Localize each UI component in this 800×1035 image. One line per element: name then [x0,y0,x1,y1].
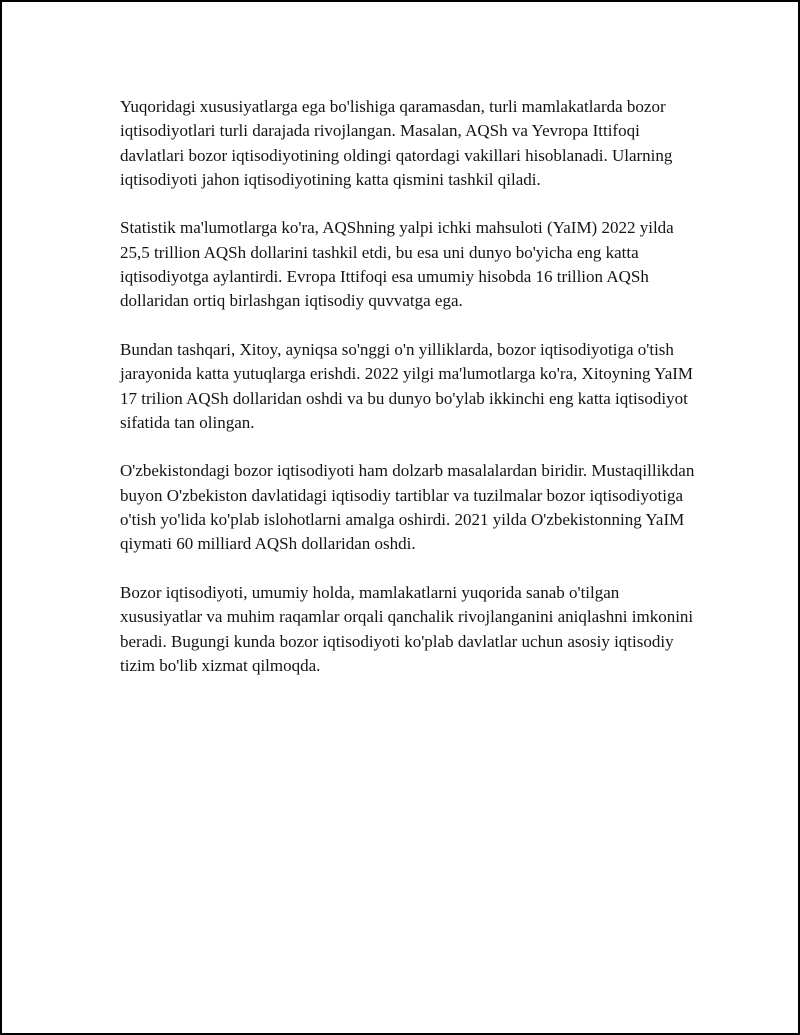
paragraph-market-development: Yuqoridagi xususiyatlarga ega bo'lishiga qaramasdan, turli mamlakatlarda bozor iqtisodiyotlari turli darajada rivojlangan. Masalan, AQSh va Yevropa Ittifoqi davlatlari bozor iqtisodiyotining oldingi qatordagi vakillari hisoblanadi. Ularning iqtisodiyoti jahon iqtisodiyotining katta qismini tashkil qiladi. [120,97,673,189]
paragraph-usa-eu-statistics: Statistik ma'lumotlarga ko'ra, AQShning yalpi ichki mahsuloti (YaIM) 2022 yilda 25,5 trillion AQSh dollarini tashkil etdi, bu esa uni dunyo bo'yicha eng katta iqtisodiyotga aylantirdi. Evropa Ittifoqi esa umumiy hisobda 16 trillion AQSh dollaridan ortiq birlashgan iqtisodiy quvvatga ega. [120,218,674,311]
document-body [120,95,695,702]
paragraph-uzbekistan-economy: O'zbekistondagi bozor iqtisodiyoti ham dolzarb masalalardan biridir. Mustaqillikdan buyon O'zbekiston davlatidagi iqtisodiy tartiblar va tuzilmalar bozor iqtisodiyotiga o'tish yo'lida ko'plab islohotlarni amalga oshirdi. 2021 yilda O'zbekistonning YaIM qiymati 60 milliard AQSh dollaridan oshdi. [120,461,695,554]
paragraph-conclusion: Bozor iqtisodiyoti, umumiy holda, mamlakatlarni yuqorida sanab o'tilgan xususiyatlar va muhim raqamlar orqali qanchalik rivojlanganini aniqlashni imkonini beradi. Bugungi kunda bozor iqtisodiyoti ko'plab davlatlar uchun asosiy iqtisodiy tizim bo'lib xizmat qilmoqda. [120,582,694,675]
paragraph-china-economy: Bundan tashqari, Xitoy, ayniqsa so'nggi o'n yilliklarda, bozor iqtisodiyotiga o'tish jarayonida katta yutuqlarga erishdi. 2022 yilgi ma'lumotlarga ko'ra, Xitoyning YaIM 17 trilion AQSh dollaridan oshdi va bu dunyo bo'ylab ikkinchi eng katta iqtisodiyot sifatida tan olingan. [120,339,694,432]
